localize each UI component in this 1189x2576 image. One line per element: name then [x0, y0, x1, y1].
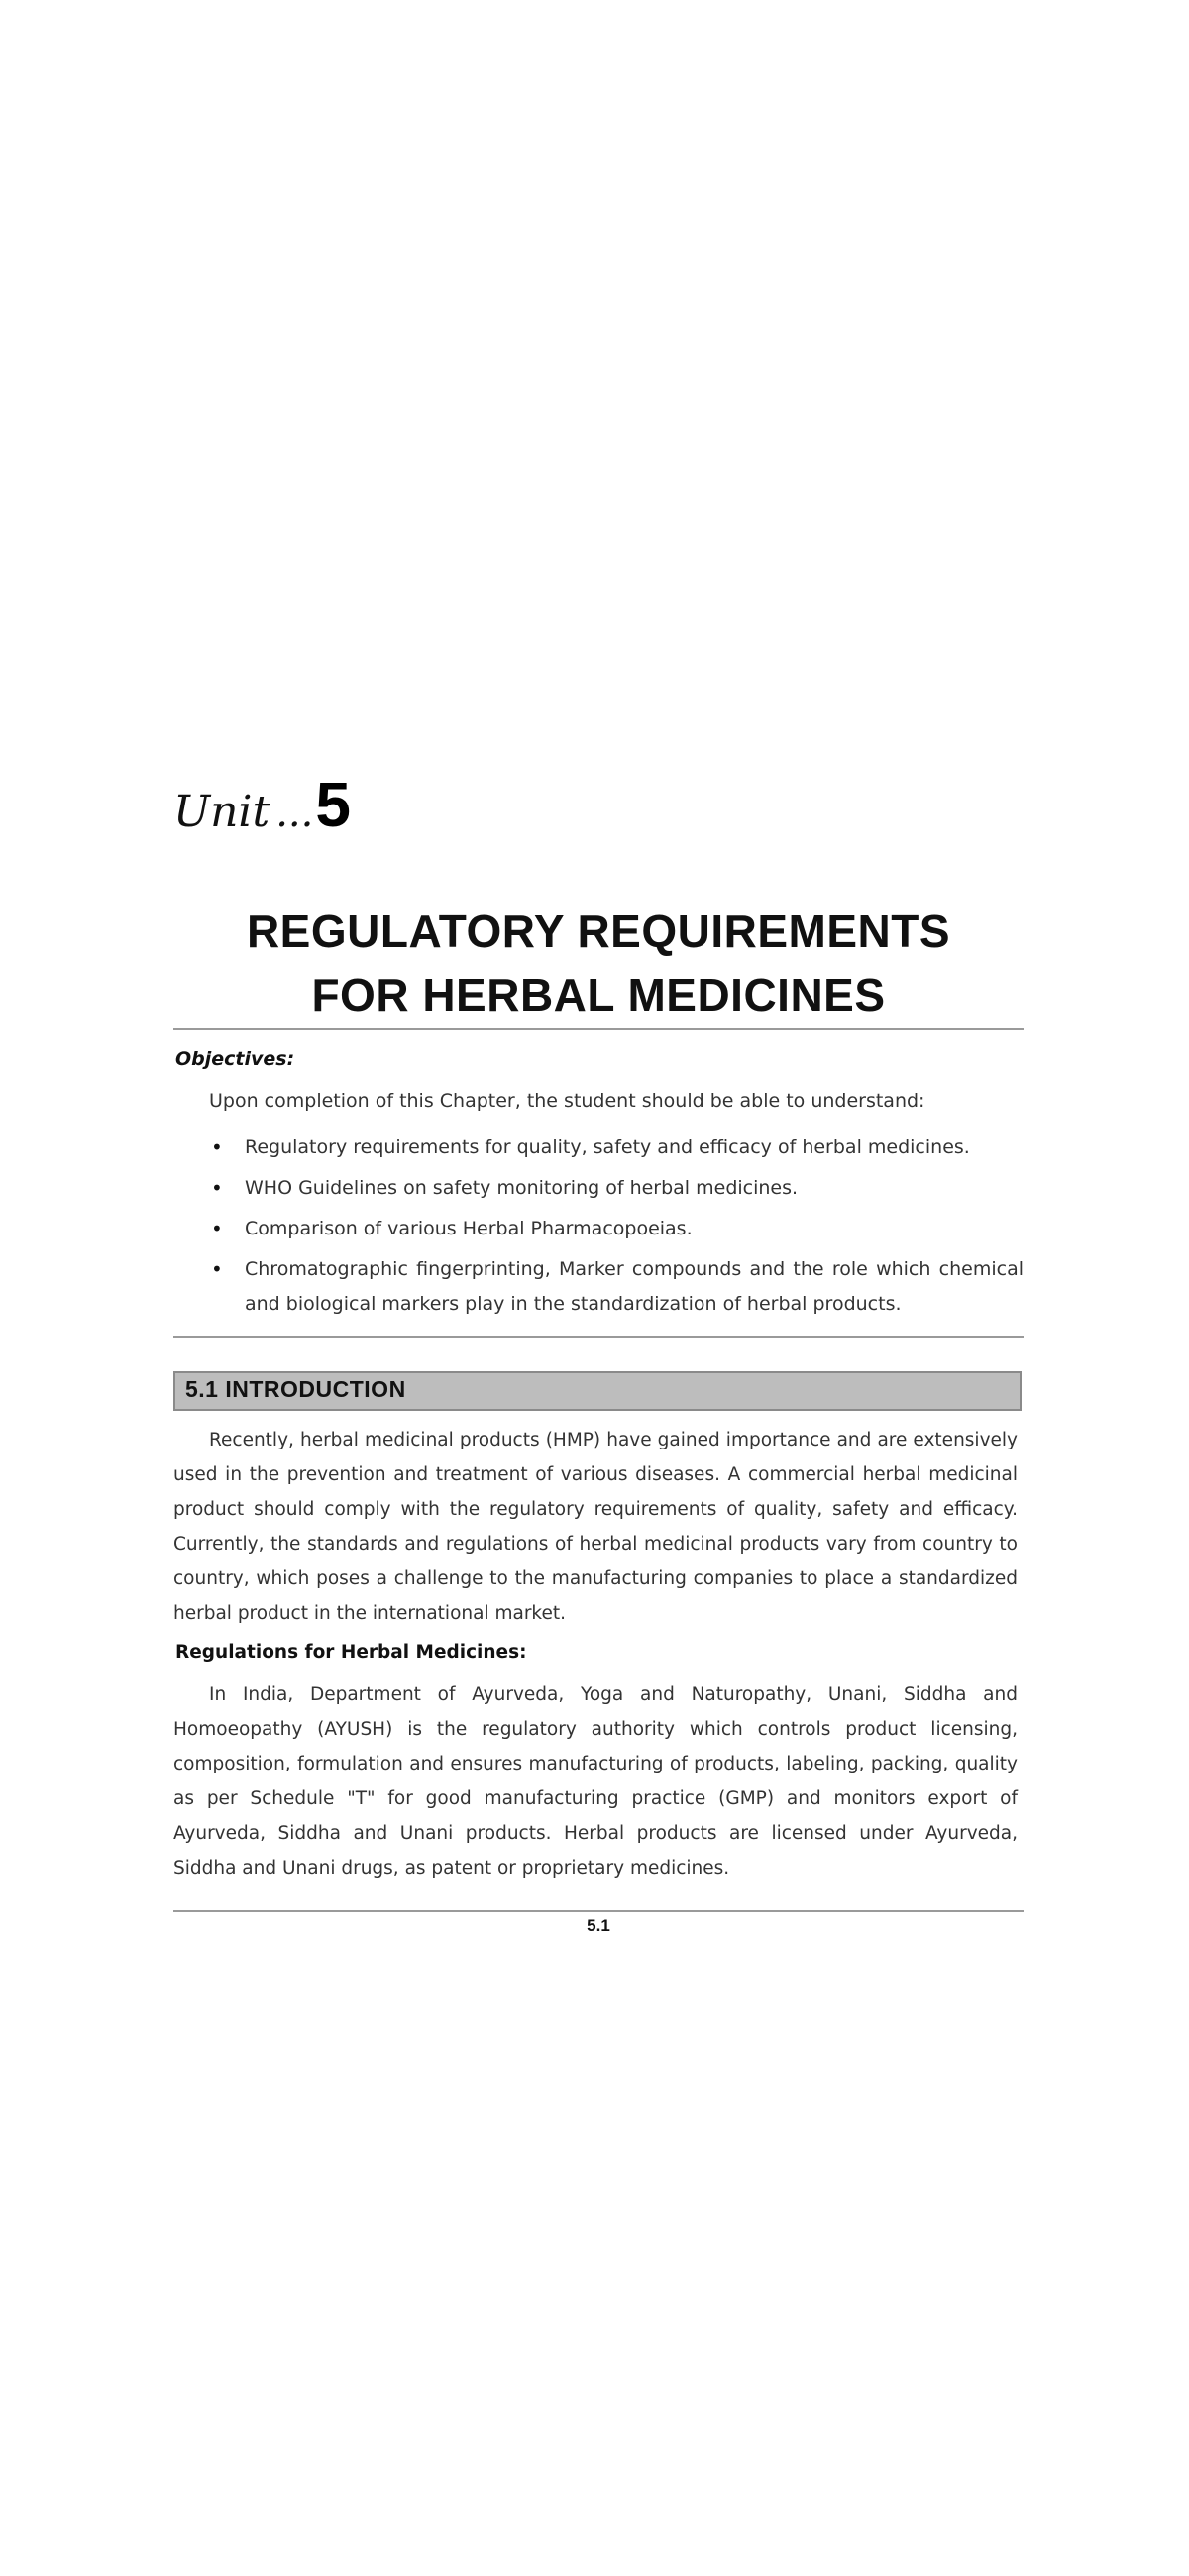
objectives-intro: Upon completion of this Chapter, the student should be able to understand: [209, 1090, 925, 1112]
regulations-subheading: Regulations for Herbal Medicines: [175, 1642, 527, 1663]
objective-text: WHO Guidelines on safety monitoring of herbal medicines. [245, 1177, 799, 1199]
objective-text: Regulatory requirements for quality, safety and efficacy of herbal medicines. [245, 1136, 970, 1158]
section-title: 5.1 INTRODUCTION [185, 1376, 406, 1402]
page-number: 5.1 [587, 1916, 610, 1935]
bullet-icon: • [211, 1217, 223, 1240]
objective-text: Comparison of various Herbal Pharmacopoeias. [245, 1218, 693, 1239]
objectives-heading: Objectives: [175, 1048, 295, 1070]
chapter-title-line-1: REGULATORY REQUIREMENTS [246, 906, 951, 957]
unit-dots: ... [275, 791, 314, 836]
objective-item [173, 1171, 1024, 1206]
book-page [173, 0, 1024, 2576]
regulations-paragraph: In India, Department of Ayurveda, Yoga and Naturopathy, Unani, Siddha and Homoeopathy (AYUSH) is the regulatory authority which controls product licensing, composition, formulation and ensures manufacturing of products, labeling, packing, quality as per Schedule "T" for good manufacturing practice (GMP) and monitors export of Ayurveda, Siddha and Unani products. Herbal products are licensed under Ayurveda, Siddha and Unani drugs, as patent or proprietary medicines. [173, 1684, 1018, 1878]
objective-item [173, 1130, 1024, 1165]
title-divider [173, 1028, 1024, 1030]
unit-label [173, 768, 351, 841]
bullet-icon: • [211, 1176, 223, 1200]
unit-word: Unit [173, 787, 270, 837]
objectives-divider [173, 1336, 1024, 1338]
bullet-icon: • [211, 1257, 223, 1281]
objective-text: Chromatographic fingerprinting, Marker compounds and the role which chemical and biological markers play in the standardization of herbal products. [245, 1258, 1024, 1315]
objective-item [173, 1252, 1024, 1322]
bullet-icon: • [211, 1135, 223, 1159]
section-heading-box [173, 1371, 1022, 1411]
chapter-title-line-2: FOR HERBAL MEDICINES [311, 969, 886, 1020]
chapter-title [173, 900, 1024, 1026]
footer-divider [173, 1910, 1024, 1912]
objective-item [173, 1212, 1024, 1246]
intro-paragraph: Recently, herbal medicinal products (HMP) have gained importance and are extensively used in the prevention and treatment of various diseases. A commercial herbal medicinal product should comply with the regulatory requirements of quality, safety and efficacy. Currently, the standards and regulations of herbal medicinal products vary from country to country, which poses a challenge to the manufacturing companies to place a standardized herbal product in the international market. [173, 1430, 1018, 1624]
unit-number: 5 [315, 769, 351, 840]
objectives-list [173, 1130, 1024, 1328]
